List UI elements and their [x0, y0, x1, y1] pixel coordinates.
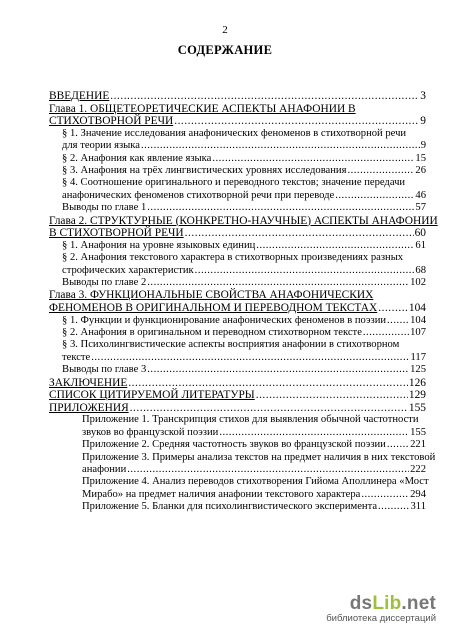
toc-entry-text: Мирабо» на предмет наличия анафонии текстового характера [82, 488, 361, 500]
toc-page-number: 221 [410, 439, 426, 451]
toc-page-number: 117 [410, 351, 426, 363]
toc-chapter-entry [49, 289, 426, 314]
toc-entry-text: СПИСОК ЦИТИРУЕМОЙ ЛИТЕРАТУРЫ [49, 389, 255, 402]
toc-page-number: 68 [415, 264, 426, 276]
toc-entry-text: § 2. Анафония в оригинальном и переводном стихотворном тексте [62, 327, 362, 339]
toc-page-number: 104 [410, 314, 426, 326]
watermark-subtitle: библиотека диссертаций [326, 613, 436, 624]
toc-dot-leader [212, 153, 414, 165]
toc-dot-leader [91, 352, 409, 364]
toc-dot-leader [387, 315, 409, 327]
toc-page-number: 129 [408, 389, 426, 402]
toc-page-number: 311 [410, 501, 426, 513]
toc-dot-leader [378, 501, 409, 513]
toc-entry-text: § 2. Анафония текстового характера в стихотворных произведениях разных [62, 252, 404, 264]
toc-section-entry [49, 414, 426, 439]
toc-chapter-entry [49, 389, 426, 402]
toc-chapter-entry [49, 103, 426, 128]
toc-entry-text: Приложение 3. Примеры анализа текстов на предмет наличия в них текстовой [82, 451, 436, 463]
toc-entry-text: Глава 2. СТРУКТУРНЫЕ (КОНКРЕТНО-НАУЧНЫЕ) АСПЕКТЫ АНАФОНИИ [49, 214, 438, 227]
toc-section-entry [49, 240, 426, 252]
toc-page-number: 294 [410, 488, 426, 500]
toc-section-entry [49, 252, 426, 277]
toc-dot-leader [147, 202, 414, 214]
toc-entry-text: Приложение 1. Транскрипция стихов для выявления обычной частотности [82, 414, 419, 426]
toc-page-number: 102 [410, 277, 426, 289]
toc-page-number: 9 [420, 140, 426, 152]
toc-entry-text: анафонии [82, 464, 127, 476]
page-number: 2 [222, 24, 228, 36]
toc-section-entry [49, 339, 426, 364]
toc-entry-text: тексте [62, 351, 91, 363]
toc-entry-text: § 3. Анафония на трёх лингвистических уровнях исследования [62, 165, 347, 176]
toc-chapter-entry [49, 214, 438, 240]
toc-entry-text: Приложение 5. Бланки для психолингвистического эксперимента [82, 501, 378, 513]
toc-page-number: 57 [415, 202, 426, 214]
toc-page-number: 61 [415, 239, 426, 251]
toc-section-entry [49, 364, 426, 376]
toc-page-number: 104 [408, 302, 426, 315]
toc-dot-leader [147, 364, 409, 376]
toc-entry-text: ФЕНОМЕНОВ В ОРИГИНАЛЬНОМ И ПЕРЕВОДНОМ ТЕКСТАХ [49, 302, 378, 315]
toc-page-number: 15 [415, 152, 426, 164]
toc-section-entry [49, 202, 426, 214]
toc-section-entry [49, 451, 436, 477]
toc-section-entry [49, 128, 426, 153]
toc-entry-text: § 4. Соотношение оригинального и переводного текстов; значение передачи [62, 177, 406, 189]
toc-entry-text: § 2. Анафония как явление языка [62, 152, 212, 164]
toc-section-entry [49, 177, 426, 202]
toc-chapter-entry [49, 90, 426, 103]
toc-section-entry [49, 277, 426, 289]
toc-section-entry [49, 165, 426, 177]
toc-dot-leader [256, 240, 414, 252]
toc-dot-leader [256, 389, 408, 402]
toc-page-number: 155 [408, 401, 426, 414]
toc-page-number: 125 [410, 364, 426, 376]
toc-dot-leader [378, 302, 408, 315]
toc-entry-text: В СТИХОТВОРНОЙ РЕЧИ [49, 227, 184, 240]
toc-dot-leader [361, 489, 409, 501]
toc-entry-text: звуков во французской поэзии [82, 426, 219, 438]
toc-section-entry [49, 476, 429, 501]
toc-entry-text: СТИХОТВОРНОЙ РЕЧИ [49, 115, 174, 128]
toc-page-number: 46 [415, 189, 426, 201]
watermark [326, 593, 436, 624]
toc-page-number: 107 [410, 327, 426, 339]
toc-chapter-entry [49, 402, 426, 415]
toc-entry-text: § 3. Психолингвистические аспекты восприятия анафонии в стихотворном [62, 339, 400, 351]
toc-section-entry [49, 153, 426, 165]
toc-dot-leader [387, 439, 409, 451]
toc-dot-leader [110, 90, 419, 103]
toc-entry-text: § 1. Функции и функционирование анафонических феноменов в поэзии [62, 314, 387, 326]
toc-entry-text: ЗАКЛЮЧЕНИЕ [49, 376, 128, 389]
toc-dot-leader [147, 277, 409, 289]
toc-entry-text: Глава 3. ФУНКЦИОНАЛЬНЫЕ СВОЙСТВА АНАФОНИЧЕСКИХ [49, 289, 374, 302]
toc-entry-text: Выводы по главе 3 [62, 364, 147, 376]
toc-entry-text: Выводы по главе 2 [62, 277, 147, 289]
toc-page-number: 9 [420, 115, 426, 128]
toc-entry-text: Выводы по главе 1 [62, 202, 147, 214]
toc-dot-leader [174, 115, 419, 128]
toc-dot-leader [363, 327, 409, 339]
toc-dot-leader [185, 227, 414, 240]
toc-entry-text: ПРИЛОЖЕНИЯ [49, 401, 129, 414]
toc-entry-text: анафонических феноменов стихотворной речи при переводе [62, 189, 335, 201]
toc-section-entry [49, 327, 426, 339]
dslib-logo: dsLib.net [349, 593, 436, 614]
toc-entry-text: ВВЕДЕНИЕ [49, 90, 110, 102]
toc-dot-leader [141, 140, 420, 152]
toc-entry-text: Приложение 2. Средняя частотность звуков во французской поэзии [82, 439, 386, 451]
toc-page-number: 126 [408, 376, 426, 389]
toc-section-entry [49, 501, 426, 513]
toc-page-number: 26 [415, 165, 426, 176]
toc-page-number: 222 [410, 464, 426, 476]
toc-entry-text: Приложение 4. Анализ переводов стихотворения Гийома Аполлинера «Мост [82, 476, 429, 488]
toc-entry-text: § 1. Анафония на уровне языковых единиц [62, 239, 256, 251]
toc-page-number: 60 [414, 227, 426, 240]
toc-dot-leader [219, 427, 409, 439]
toc-chapter-entry [49, 377, 426, 390]
toc-entry-text: Глава 1. ОБЩЕТЕОРЕТИЧЕСКИЕ АСПЕКТЫ АНАФОНИИ В [49, 102, 356, 115]
toc-entry-text: строфических характеристик [62, 264, 194, 276]
toc-section-entry [49, 439, 426, 451]
toc-entry-text: § 1. Значение исследования анафонических феноменов в стихотворной речи [62, 127, 407, 139]
toc-dot-leader [347, 165, 414, 177]
toc-dot-leader [127, 464, 409, 476]
toc-entry-text: для теории языка [62, 140, 140, 152]
toc-dot-leader [335, 190, 414, 202]
toc-dot-leader [130, 402, 408, 415]
toc-page-number: 3 [420, 90, 426, 102]
toc-dot-leader [195, 265, 415, 277]
page-title: СОДЕРЖАНИЕ [177, 43, 273, 57]
toc-page-number: 155 [410, 426, 426, 438]
toc-section-entry [49, 315, 426, 327]
toc-dot-leader [128, 377, 408, 390]
table-of-contents [49, 90, 438, 514]
